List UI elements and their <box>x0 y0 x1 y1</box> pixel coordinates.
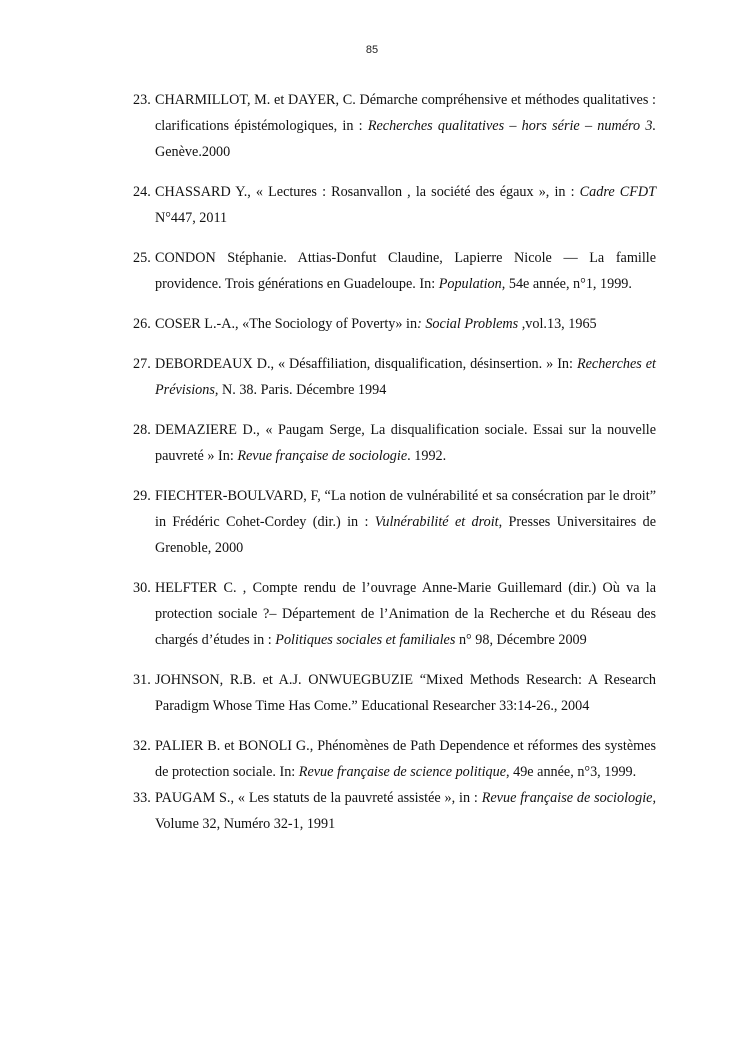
reference-segment: n° 98, Décembre 2009 <box>455 632 587 648</box>
reference-segment: FIECHTER-BOULVARD, F, “La notion de vulnérabilité et sa consécration par le droit” in Frédéric Cohet-Cordey (dir.) in : <box>155 488 656 530</box>
reference-title-italic: Vulnérabilité et droit <box>374 514 499 530</box>
reference-segment: N°447, 2011 <box>155 210 228 226</box>
reference-segment: Genève.2000 <box>155 144 231 160</box>
reference-segment: 54e année, n°1, 1999. <box>505 276 632 292</box>
reference-item <box>133 417 656 469</box>
reference-title-italic: Revue française de sociologie, <box>481 790 656 806</box>
reference-text <box>155 422 656 464</box>
reference-item <box>133 667 656 719</box>
reference-list <box>133 87 656 851</box>
reference-segment: , Presses Universitaires de Grenoble, 2000 <box>155 514 656 556</box>
reference-segment: ,vol.13, 1965 <box>518 316 597 332</box>
reference-number: 33. <box>133 790 151 806</box>
reference-title-italic: Population, <box>438 276 506 292</box>
reference-segment: DEMAZIERE D., « Paugam Serge, La disqualification sociale. Essai sur la nouvelle pauvreté » In: <box>155 422 656 464</box>
reference-number: 29. <box>133 488 151 504</box>
reference-title-italic: Cadre CFDT <box>579 184 656 200</box>
page-number: 85 <box>365 44 379 56</box>
reference-number: 30. <box>133 580 151 596</box>
reference-segment: CHASSARD Y., « Lectures : Rosanvallon , la société des égaux », in : <box>155 184 580 200</box>
reference-number: 24. <box>133 184 151 200</box>
reference-number: 32. <box>133 738 151 754</box>
reference-title-italic: Revue française de science politique <box>298 764 507 780</box>
reference-text <box>155 580 656 648</box>
reference-segment: JOHNSON, R.B. et A.J. ONWUEGBUZIE “Mixed Methods Research: A Research Paradigm Whose Time Has Come.” Educational Researcher 33:14-26., 2004 <box>155 672 656 714</box>
reference-title-italic: Revue française de sociologie <box>237 448 408 464</box>
reference-number: 31. <box>133 672 151 688</box>
reference-segment: PALIER B. et BONOLI G., Phénomènes de Path Dependence et réformes des systèmes de protection sociale. In: <box>155 738 656 780</box>
reference-title-italic: Politiques sociales et familiales <box>275 632 456 648</box>
reference-text <box>155 790 656 832</box>
reference-text <box>155 738 656 780</box>
reference-text <box>155 672 656 714</box>
reference-item <box>133 351 656 403</box>
reference-item <box>133 483 656 561</box>
reference-segment: DEBORDEAUX D., « Désaffiliation, disqualification, désinsertion. » In: <box>155 356 577 372</box>
reference-text <box>155 184 656 226</box>
reference-title-italic: Recherches qualitatives – hors série – numéro 3. <box>367 118 656 134</box>
reference-title-italic: Recherches et Prévisions <box>155 356 656 398</box>
reference-segment: CHARMILLOT, M. et DAYER, C. Démarche compréhensive et méthodes qualitatives : clarifications épistémologiques, in : <box>155 92 656 134</box>
reference-item <box>133 87 656 165</box>
reference-number: 27. <box>133 356 151 372</box>
reference-segment: CONDON Stéphanie. Attias-Donfut Claudine, Lapierre Nicole — La famille providence. Trois générations en Guadeloupe. In: <box>155 250 656 292</box>
reference-segment: . 1992. <box>407 448 447 464</box>
reference-text <box>155 488 656 556</box>
reference-segment: PAUGAM S., « Les statuts de la pauvreté assistée », in : <box>155 790 482 806</box>
reference-item <box>133 179 656 231</box>
reference-text <box>155 356 656 398</box>
reference-item <box>133 785 656 837</box>
reference-text <box>155 316 597 332</box>
reference-segment: HELFTER C. , Compte rendu de l’ouvrage Anne-Marie Guillemard (dir.) Où va la protection sociale ?– Département de l’Animation de la Recherche et du Réseau des chargés d’études in : <box>155 580 656 648</box>
reference-segment: Volume 32, Numéro 32-1, 1991 <box>155 816 336 832</box>
reference-number: 25. <box>133 250 151 266</box>
reference-segment: , 49e année, n°3, 1999. <box>506 764 637 780</box>
reference-item <box>133 311 656 337</box>
reference-number: 26. <box>133 316 151 332</box>
reference-title-italic: : Social Problems <box>417 316 519 332</box>
reference-item <box>133 575 656 653</box>
reference-segment: , N. 38. Paris. Décembre 1994 <box>214 382 387 398</box>
reference-item <box>133 245 656 297</box>
reference-text <box>155 92 656 160</box>
reference-text <box>155 250 656 292</box>
reference-item <box>133 733 656 785</box>
reference-number: 28. <box>133 422 151 438</box>
reference-segment: COSER L.-A., «The Sociology of Poverty» in <box>155 316 418 332</box>
reference-number: 23. <box>133 92 151 108</box>
